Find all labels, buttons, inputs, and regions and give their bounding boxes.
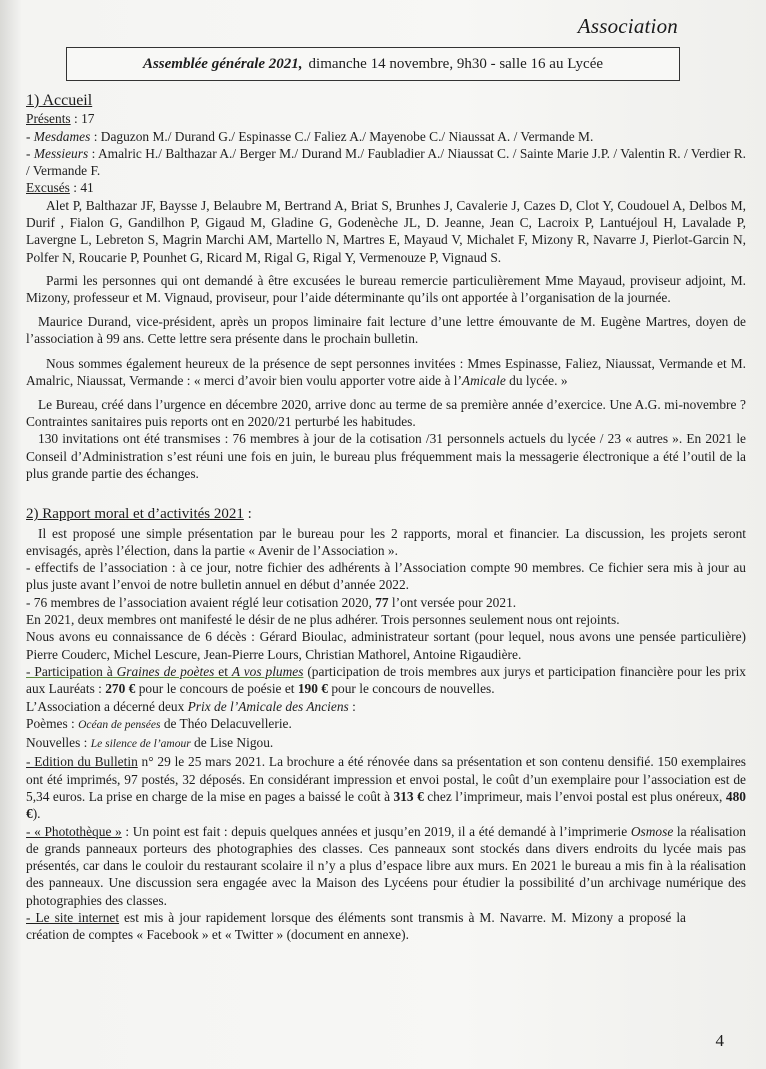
paragraph-participation: - Participation à Graines de poètes et A vos plumes (participation de trois membres aux jurys et participation financière pour les prix aux Lauréats : 270 € pour le concours de poésie et 190 € pour le concours de nouvelles. xyxy=(26,663,746,697)
document-body xyxy=(26,92,746,944)
paragraph-excuses-thanks: Parmi les personnes qui ont demandé à être excusées le bureau remercie particulièrement Mme Mayaud, proviseur adjoint, M. Mizony, professeur et M. Vignaud, proviseur, pour l’aide déterminante qu’ils ont apportée à l’organisation de la journée. xyxy=(26,272,746,306)
excuses-line xyxy=(26,179,746,196)
paragraph-site-internet: - Le site internet est mis à jour rapidement lorsque des éléments sont transmis à M. Navarre. M. Mizony a proposé la création de comptes « Facebook » et « Twitter » (document en annexe). xyxy=(26,910,687,943)
paragraph-phototheque: - « Photothèque » : Un point est fait : depuis quelques années et jusqu’en 2019, il a été demandé à l’imprimerie Osmose la réalisation de grands panneaux porteurs des photographies des classes. Ces panneaux sont stockés dans divers endroits du lycée mais pas présentés, car dans le couloir du restaurant scolaire il n’y a plus d’espace libre aux murs. En 2021 le bureau a mis fin à la réalisation des panneaux. Une discussion sera engagée avec la Maison des Lycéens pour étudier la possibilité d’un archivage numérique des photographies des classes. xyxy=(26,823,746,908)
page-number: 4 xyxy=(715,1031,724,1050)
meeting-header-box xyxy=(66,47,680,81)
paragraph-effectifs: - effectifs de l’association : à ce jour, notre fichier des adhérents à l’Association compte 90 membres. Ce fichier sera mis à jour au plus juste avant l’envoi de notre bulletin annuel en début d’année 2022. xyxy=(26,560,746,593)
messieurs-line xyxy=(26,145,746,180)
paragraph-bureau: Le Bureau, créé dans l’urgence en décembre 2020, arrive donc au terme de sa première année d’exercice. Une A.G. mi-novembre ? Contraintes sanitaires puis reports ont en 2020/21 perturbé les habitudes. xyxy=(26,396,746,430)
excuses-list: Alet P, Balthazar JF, Baysse J, Belaubre M, Bertrand A, Briat S, Brunhes J, Cavalerie J, Cazes D, Clot Y, Coudouel A, Delbos M, Durif , Fialon G, Gandilhon P, Gigaud M, Gladine G, Godenèche JL, D. Jeanne, Jean C, Lacroix P, Lantuéjoul H, Lavalade P, Lavergne L, Lebreton S, Magrin Marchi AM, Martello N, Martres E, Mayaud V, Michalet F, Mizony R, Navarre J, Pierlot-Garcin N, Polfer N, Roucarie P, Pounhet G, Ricard M, Rigal G, Rigal Y, Vermenouze P, Vignaud S. xyxy=(26,197,746,265)
paragraph-edition-bulletin: - Edition du Bulletin n° 29 le 25 mars 2021. La brochure a été rénovée dans sa présentation et son contenu densifié. 150 exemplaires ont été imprimés, 97 postés, 32 déposés. En considérant impression et envoi postal, le coût d’un exemplaire pour l’association est de 5,34 euros. La prise en charge de la mise en pages a baissé le coût à 313 € chez l’imprimeur, mais l’envoi postal est plus onéreux, 480 €). xyxy=(26,754,747,822)
section-accueil-heading: 1) Accueil xyxy=(26,92,93,109)
messieurs-label: - Messieurs xyxy=(26,145,89,161)
paragraph-invites: Nous sommes également heureux de la présence de sept personnes invitées : Mmes Espinasse, Faliez, Niaussat, Vermande et M. Amalric, Niaussat, Vermande : « merci d’avoir bien voulu apporter votre aide à l’Amicale du lycée. » xyxy=(26,356,746,389)
presents-count: : 17 xyxy=(74,111,95,127)
excuses-label: Excusés xyxy=(26,180,70,196)
line-poemes: Poèmes : Océan de pensées de Théo Delacuvellerie. xyxy=(26,715,292,731)
paragraph-rapport-intro: Il est proposé une simple présentation par le bureau pour les 2 rapports, moral et financier. La discussion, les projets seront envisagés, après l’élection, dans la partie « Avenir de l’Association ». xyxy=(26,525,746,558)
mesdames-list: : Daguzon M./ Durand G./ Espinasse C./ Faliez A./ Mayenobe C./ Niaussat A. / Vermande M. xyxy=(93,128,594,144)
amicale-word: Amicale xyxy=(461,373,506,389)
paragraph-durand: Maurice Durand, vice-président, après un propos liminaire fait lecture d’une lettre émouvante de M. Eugène Martres, doyen de l’association à 99 ans. Cette lettre sera présente dans le prochain bulletin. xyxy=(26,313,746,346)
section-label: Association xyxy=(577,14,678,38)
section-rapport-heading: 2) Rapport moral et d’activités 2021 : xyxy=(26,506,252,523)
paragraph-deces: Nous avons eu connaissance de 6 décès : Gérard Bioulac, administrateur sortant (pour lequel, nous avons une pensée particulière) Pierre Couderc, Michel Lescure, Jean-Pierre Lours, Christian Mathorel, Antoine Rigaudière. xyxy=(26,629,746,662)
participation-label: - Participation à Graines de poètes et A vos plumes xyxy=(26,663,304,679)
paragraph-departures: En 2021, deux membres ont manifesté le désir de ne plus adhérer. Trois personnes seulement nous ont rejoints. xyxy=(26,612,620,628)
presents-line xyxy=(26,110,746,127)
paragraph-invitations: 130 invitations ont été transmises : 76 membres à jour de la cotisation /31 personnels actuels du lycée / 23 « autres ». En 2021 le Conseil d’Administration s’est réuni une fois en juin, le bureau plus fréquemment mais la messagerie électronique a été l’outil de la plus grande partie des échanges. xyxy=(26,431,746,481)
paragraph-cotisation: - 76 membres de l’association avaient réglé leur cotisation 2020, 77 l’ont versée pour 2021. xyxy=(26,594,517,610)
excuses-count: : 41 xyxy=(73,180,94,196)
meeting-title: Assemblée générale 2021, xyxy=(142,55,303,72)
mesdames-label: - Mesdames xyxy=(26,128,91,144)
mesdames-line xyxy=(26,128,746,145)
presents-label: Présents xyxy=(26,111,71,127)
paragraph-prix: L’Association a décerné deux Prix de l’Amicale des Anciens : xyxy=(26,698,356,714)
meeting-details: dimanche 14 novembre, 9h30 - salle 16 au Lycée xyxy=(308,55,604,72)
messieurs-list: : Amalric H./ Balthazar A./ Berger M./ Durand M./ Faubladier A./ Niaussat C. / Sainte Marie J.P. / Valentin R. / Verdier R. / Vermande F. xyxy=(26,145,746,179)
line-nouvelles: Nouvelles : Le silence de l’amour de Lise Nigou. xyxy=(26,735,274,751)
